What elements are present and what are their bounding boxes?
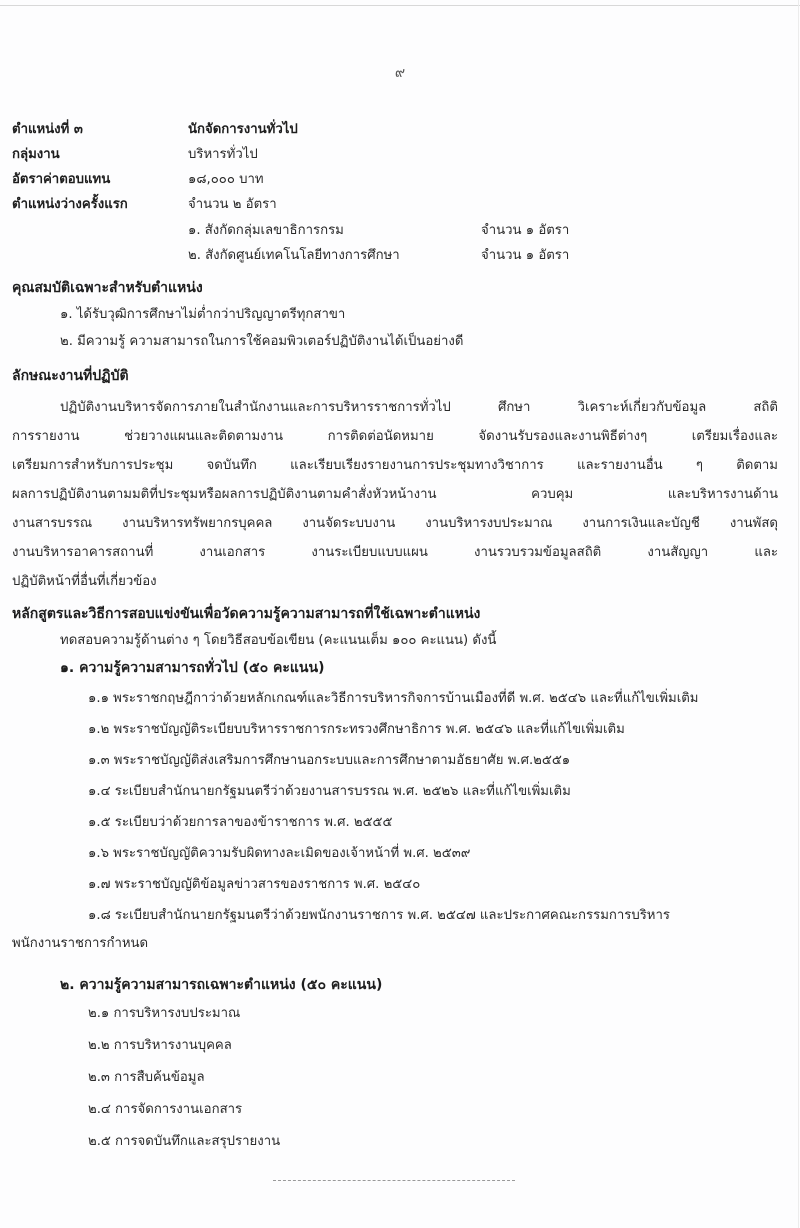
job-description-line: งานบริหารอาคารสถานที่ งานเอกสาร งานระเบียบแบบแผน งานรวบรวมข้อมูลสถิติ งานสัญญา และ [12, 545, 778, 560]
vacancy-unit-1: ๑. สังกัดกลุ่มเลขาธิการกรม [188, 223, 344, 238]
qualification-item: ๒. มีความรู้ ความสามารถในการใช้คอมพิวเตอร์ปฏิบัติงานได้เป็นอย่างดี [60, 334, 464, 349]
job-description-line: งานสารบรรณ งานบริหารทรัพยากรบุคคล งานจัดระบบงาน งานบริหารงบประมาณ งานการเงินและบัญชี งานพัสดุ [12, 516, 778, 531]
qualifications-heading: คุณสมบัติเฉพาะสำหรับตำแหน่ง [12, 280, 203, 296]
work-group-label: กลุ่มงาน [12, 147, 60, 162]
exam-topic: ๑.๑ พระราชกฤษฎีกาว่าด้วยหลักเกณฑ์และวิธีการบริหารกิจการบ้านเมืองที่ดี พ.ศ. ๒๕๔๖ และที่แก้ไขเพิ่มเติม [88, 691, 699, 706]
vacancy-count-1: จำนวน ๑ อัตรา [481, 223, 570, 238]
exam-topic: ๒.๓ การสืบค้นข้อมูล [88, 1070, 205, 1085]
job-description-line: เตรียมการสำหรับการประชุม จดบันทึก และเรียบเรียงรายงานการประชุมทางวิชาการ และรายงานอื่น ๆ ติดตาม [12, 458, 778, 473]
vacancy-value: จำนวน ๒ อัตรา [188, 197, 277, 212]
exam-topic: ๒.๔ การจัดการงานเอกสาร [88, 1102, 243, 1117]
job-description-line: ปฏิบัติหน้าที่อื่นที่เกี่ยวข้อง [12, 574, 157, 589]
job-description-line: ผลการปฏิบัติงานตามมติที่ประชุมหรือผลการปฏิบัติงานตามคำสั่งหัวหน้างาน ควบคุม และบริหารงานด้าน [12, 487, 778, 502]
exam-topic: ๑.๘ ระเบียบสำนักนายกรัฐมนตรีว่าด้วยพนักงานราชการ พ.ศ. ๒๕๔๗ และประกาศคณะกรรมการบริหาร [88, 908, 670, 923]
salary-value: ๑๘,๐๐๐ บาท [188, 172, 264, 187]
exam-section-1-title: ๑. ความรู้ความสามารถทั่วไป (๕๐ คะแนน) [60, 660, 325, 676]
position-title: นักจัดการงานทั่วไป [188, 122, 298, 137]
exam-topic: ๑.๕ ระเบียบว่าด้วยการลาของข้าราชการ พ.ศ. ๒๕๕๕ [88, 815, 393, 830]
top-edge-rule [0, 5, 800, 6]
exam-topic: ๑.๗ พระราชบัญญัติข้อมูลข่าวสารของราชการ พ.ศ. ๒๕๔๐ [88, 877, 421, 892]
job-description-heading: ลักษณะงานที่ปฏิบัติ [12, 368, 129, 384]
exam-topic: ๒.๑ การบริหารงบประมาณ [88, 1006, 241, 1021]
right-edge-rule [798, 0, 799, 1228]
position-label: ตำแหน่งที่ ๓ [12, 122, 83, 137]
salary-label: อัตราค่าตอบแทน [12, 172, 111, 187]
vacancy-count-2: จำนวน ๑ อัตรา [481, 248, 570, 263]
exam-topic-continuation: พนักงานราชการกำหนด [12, 936, 149, 951]
exam-heading: หลักสูตรและวิธีการสอบแข่งขันเพื่อวัดความรู้ความสามารถที่ใช้เฉพาะตำแหน่ง [12, 606, 481, 622]
exam-section-2-title: ๒. ความรู้ความสามารถเฉพาะตำแหน่ง (๕๐ คะแนน) [60, 977, 383, 993]
vacancy-label: ตำแหน่งว่างครั้งแรก [12, 197, 128, 212]
exam-topic: ๒.๒ การบริหารงานบุคคล [88, 1038, 232, 1053]
job-description-line: การรายงาน ช่วยวางแผนและติดตามงาน การติดต่อนัดหมาย จัดงานรับรองและงานพิธีต่างๆ เตรียมเรื่องและ [12, 429, 778, 444]
work-group-value: บริหารทั่วไป [188, 147, 258, 162]
exam-topic: ๑.๔ ระเบียบสำนักนายกรัฐมนตรีว่าด้วยงานสารบรรณ พ.ศ. ๒๕๒๖ และที่แก้ไขเพิ่มเติม [88, 784, 571, 799]
end-of-page-dashed-rule [273, 1180, 515, 1181]
exam-topic: ๒.๕ การจดบันทึกและสรุปรายงาน [88, 1134, 281, 1149]
page-number: ๙ [394, 65, 406, 81]
vacancy-unit-2: ๒. สังกัดศูนย์เทคโนโลยีทางการศึกษา [188, 248, 400, 263]
exam-intro: ทดสอบความรู้ด้านต่าง ๆ โดยวิธีสอบข้อเขียน (คะแนนเต็ม ๑๐๐ คะแนน) ดังนี้ [60, 633, 497, 648]
job-description-line: ปฏิบัติงานบริหารจัดการภายในสำนักงานและการบริหารราชการทั่วไป ศึกษา วิเคราะห์เกี่ยวกับข้อมูล สถิติ [60, 400, 778, 415]
qualification-item: ๑. ได้รับวุฒิการศึกษาไม่ต่ำกว่าปริญญาตรีทุกสาขา [60, 307, 346, 322]
exam-topic: ๑.๓ พระราชบัญญัติส่งเสริมการศึกษานอกระบบและการศึกษาตามอัธยาศัย พ.ศ.๒๕๕๑ [88, 753, 571, 768]
exam-topic: ๑.๒ พระราชบัญญัติระเบียบบริหารราชการกระทรวงศึกษาธิการ พ.ศ. ๒๕๔๖ และที่แก้ไขเพิ่มเติม [88, 722, 625, 737]
exam-topic: ๑.๖ พระราชบัญญัติความรับผิดทางละเมิดของเจ้าหน้าที่ พ.ศ. ๒๕๓๙ [88, 846, 471, 861]
